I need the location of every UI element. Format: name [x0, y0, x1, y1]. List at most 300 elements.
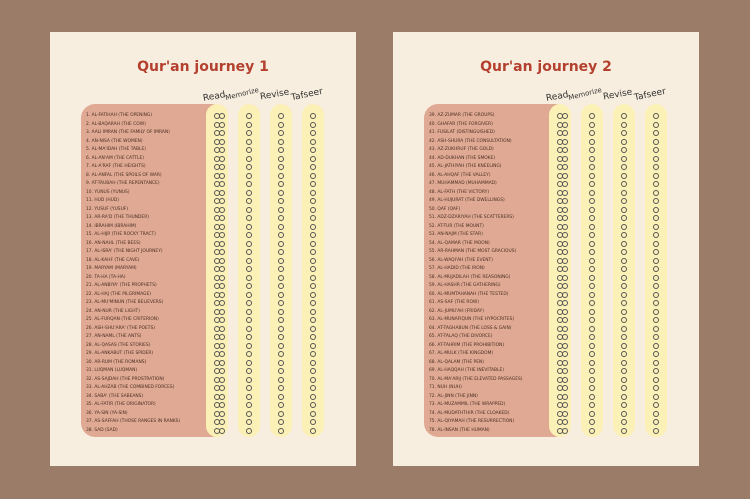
tafseer-checkbox[interactable] [653, 113, 659, 119]
tafseer-checkbox[interactable] [653, 249, 659, 255]
tafseer-checkbox[interactable] [310, 122, 316, 128]
read-checkbox[interactable] [557, 377, 563, 383]
memorize-checkbox[interactable] [589, 343, 595, 349]
read-checkbox[interactable] [214, 360, 220, 366]
memorize-checkbox[interactable] [246, 419, 252, 425]
tafseer-checkbox[interactable] [310, 402, 316, 408]
read-checkbox[interactable] [557, 394, 563, 400]
memorize-checkbox[interactable] [589, 275, 595, 281]
memorize-checkbox[interactable] [246, 343, 252, 349]
tafseer-checkbox[interactable] [310, 368, 316, 374]
memorize-checkbox[interactable] [246, 258, 252, 264]
read-checkbox[interactable] [557, 275, 563, 281]
revise-checkbox[interactable] [278, 181, 284, 187]
memorize-checkbox[interactable] [589, 130, 595, 136]
tafseer-checkbox[interactable] [653, 232, 659, 238]
memorize-checkbox[interactable] [589, 411, 595, 417]
read-checkbox[interactable] [557, 215, 563, 221]
memorize-checkbox[interactable] [246, 190, 252, 196]
revise-checkbox[interactable] [621, 283, 627, 289]
tafseer-checkbox[interactable] [310, 275, 316, 281]
memorize-checkbox[interactable] [589, 292, 595, 298]
read-checkbox[interactable] [214, 190, 220, 196]
read-checkbox[interactable] [557, 402, 563, 408]
revise-checkbox[interactable] [278, 173, 284, 179]
read-checkbox[interactable] [557, 283, 563, 289]
revise-checkbox[interactable] [621, 368, 627, 374]
memorize-checkbox[interactable] [246, 283, 252, 289]
tafseer-checkbox[interactable] [310, 300, 316, 306]
read-checkbox[interactable] [557, 130, 563, 136]
tafseer-checkbox[interactable] [310, 198, 316, 204]
read-checkbox[interactable] [557, 309, 563, 315]
tafseer-checkbox[interactable] [310, 419, 316, 425]
tafseer-checkbox[interactable] [310, 241, 316, 247]
tafseer-checkbox[interactable] [653, 173, 659, 179]
read-checkbox[interactable] [214, 113, 220, 119]
revise-checkbox[interactable] [621, 411, 627, 417]
read-checkbox[interactable] [214, 275, 220, 281]
tafseer-checkbox[interactable] [653, 300, 659, 306]
tafseer-checkbox[interactable] [310, 232, 316, 238]
revise-checkbox[interactable] [278, 351, 284, 357]
revise-checkbox[interactable] [278, 130, 284, 136]
memorize-checkbox[interactable] [589, 326, 595, 332]
tafseer-checkbox[interactable] [653, 241, 659, 247]
memorize-checkbox[interactable] [246, 139, 252, 145]
tafseer-checkbox[interactable] [653, 258, 659, 264]
memorize-checkbox[interactable] [246, 122, 252, 128]
read-checkbox[interactable] [214, 232, 220, 238]
memorize-checkbox[interactable] [246, 130, 252, 136]
memorize-checkbox[interactable] [246, 300, 252, 306]
memorize-checkbox[interactable] [589, 368, 595, 374]
revise-checkbox[interactable] [278, 190, 284, 196]
tafseer-checkbox[interactable] [653, 122, 659, 128]
tafseer-checkbox[interactable] [310, 334, 316, 340]
memorize-checkbox[interactable] [246, 309, 252, 315]
tafseer-checkbox[interactable] [310, 249, 316, 255]
memorize-checkbox[interactable] [246, 428, 252, 434]
read-checkbox[interactable] [557, 164, 563, 170]
revise-checkbox[interactable] [621, 190, 627, 196]
tafseer-checkbox[interactable] [653, 207, 659, 213]
read-checkbox[interactable] [214, 241, 220, 247]
memorize-checkbox[interactable] [246, 173, 252, 179]
revise-checkbox[interactable] [278, 241, 284, 247]
memorize-checkbox[interactable] [589, 122, 595, 128]
read-checkbox[interactable] [557, 292, 563, 298]
memorize-checkbox[interactable] [589, 360, 595, 366]
memorize-checkbox[interactable] [589, 385, 595, 391]
tafseer-checkbox[interactable] [653, 275, 659, 281]
revise-checkbox[interactable] [278, 411, 284, 417]
memorize-checkbox[interactable] [589, 377, 595, 383]
tafseer-checkbox[interactable] [310, 215, 316, 221]
tafseer-checkbox[interactable] [310, 181, 316, 187]
read-checkbox[interactable] [214, 147, 220, 153]
tafseer-checkbox[interactable] [653, 139, 659, 145]
revise-checkbox[interactable] [278, 249, 284, 255]
read-checkbox[interactable] [557, 334, 563, 340]
revise-checkbox[interactable] [278, 360, 284, 366]
memorize-checkbox[interactable] [246, 249, 252, 255]
revise-checkbox[interactable] [278, 292, 284, 298]
tafseer-checkbox[interactable] [653, 394, 659, 400]
revise-checkbox[interactable] [278, 164, 284, 170]
tafseer-checkbox[interactable] [653, 156, 659, 162]
memorize-checkbox[interactable] [246, 368, 252, 374]
memorize-checkbox[interactable] [589, 249, 595, 255]
memorize-checkbox[interactable] [246, 385, 252, 391]
revise-checkbox[interactable] [278, 300, 284, 306]
memorize-checkbox[interactable] [589, 232, 595, 238]
read-checkbox[interactable] [214, 292, 220, 298]
read-checkbox[interactable] [557, 139, 563, 145]
memorize-checkbox[interactable] [246, 266, 252, 272]
tafseer-checkbox[interactable] [653, 215, 659, 221]
read-checkbox[interactable] [557, 266, 563, 272]
revise-checkbox[interactable] [278, 207, 284, 213]
revise-checkbox[interactable] [278, 334, 284, 340]
revise-checkbox[interactable] [278, 283, 284, 289]
revise-checkbox[interactable] [621, 198, 627, 204]
revise-checkbox[interactable] [621, 241, 627, 247]
read-checkbox[interactable] [214, 173, 220, 179]
memorize-checkbox[interactable] [246, 351, 252, 357]
revise-checkbox[interactable] [621, 122, 627, 128]
revise-checkbox[interactable] [278, 147, 284, 153]
tafseer-checkbox[interactable] [310, 139, 316, 145]
read-checkbox[interactable] [557, 181, 563, 187]
tafseer-checkbox[interactable] [310, 266, 316, 272]
revise-checkbox[interactable] [621, 266, 627, 272]
revise-checkbox[interactable] [621, 224, 627, 230]
read-checkbox[interactable] [214, 156, 220, 162]
read-checkbox[interactable] [557, 411, 563, 417]
tafseer-checkbox[interactable] [653, 317, 659, 323]
tafseer-checkbox[interactable] [653, 164, 659, 170]
read-checkbox[interactable] [214, 130, 220, 136]
revise-checkbox[interactable] [621, 207, 627, 213]
tafseer-checkbox[interactable] [310, 385, 316, 391]
read-checkbox[interactable] [214, 258, 220, 264]
memorize-checkbox[interactable] [589, 394, 595, 400]
revise-checkbox[interactable] [621, 385, 627, 391]
tafseer-checkbox[interactable] [653, 309, 659, 315]
revise-checkbox[interactable] [621, 326, 627, 332]
read-checkbox[interactable] [214, 309, 220, 315]
revise-checkbox[interactable] [278, 428, 284, 434]
memorize-checkbox[interactable] [589, 241, 595, 247]
tafseer-checkbox[interactable] [310, 147, 316, 153]
revise-checkbox[interactable] [621, 377, 627, 383]
read-checkbox[interactable] [214, 139, 220, 145]
read-checkbox[interactable] [557, 198, 563, 204]
read-checkbox[interactable] [557, 173, 563, 179]
read-checkbox[interactable] [214, 207, 220, 213]
revise-checkbox[interactable] [278, 258, 284, 264]
revise-checkbox[interactable] [621, 173, 627, 179]
revise-checkbox[interactable] [621, 309, 627, 315]
revise-checkbox[interactable] [621, 317, 627, 323]
revise-checkbox[interactable] [278, 343, 284, 349]
tafseer-checkbox[interactable] [310, 258, 316, 264]
revise-checkbox[interactable] [278, 156, 284, 162]
read-checkbox[interactable] [557, 326, 563, 332]
revise-checkbox[interactable] [621, 351, 627, 357]
tafseer-checkbox[interactable] [310, 377, 316, 383]
memorize-checkbox[interactable] [589, 190, 595, 196]
tafseer-checkbox[interactable] [653, 377, 659, 383]
read-checkbox[interactable] [557, 224, 563, 230]
tafseer-checkbox[interactable] [653, 224, 659, 230]
memorize-checkbox[interactable] [246, 156, 252, 162]
tafseer-checkbox[interactable] [653, 334, 659, 340]
read-checkbox[interactable] [557, 351, 563, 357]
read-checkbox[interactable] [214, 351, 220, 357]
tafseer-checkbox[interactable] [653, 283, 659, 289]
read-checkbox[interactable] [557, 156, 563, 162]
read-checkbox[interactable] [557, 343, 563, 349]
memorize-checkbox[interactable] [589, 147, 595, 153]
revise-checkbox[interactable] [621, 249, 627, 255]
revise-checkbox[interactable] [621, 215, 627, 221]
tafseer-checkbox[interactable] [653, 130, 659, 136]
tafseer-checkbox[interactable] [310, 130, 316, 136]
tafseer-checkbox[interactable] [653, 326, 659, 332]
revise-checkbox[interactable] [621, 394, 627, 400]
memorize-checkbox[interactable] [246, 207, 252, 213]
revise-checkbox[interactable] [278, 385, 284, 391]
read-checkbox[interactable] [214, 377, 220, 383]
revise-checkbox[interactable] [278, 309, 284, 315]
memorize-checkbox[interactable] [246, 241, 252, 247]
revise-checkbox[interactable] [621, 343, 627, 349]
read-checkbox[interactable] [214, 334, 220, 340]
memorize-checkbox[interactable] [246, 377, 252, 383]
memorize-checkbox[interactable] [589, 173, 595, 179]
revise-checkbox[interactable] [621, 147, 627, 153]
tafseer-checkbox[interactable] [310, 224, 316, 230]
memorize-checkbox[interactable] [589, 215, 595, 221]
memorize-checkbox[interactable] [246, 394, 252, 400]
tafseer-checkbox[interactable] [310, 292, 316, 298]
read-checkbox[interactable] [214, 326, 220, 332]
read-checkbox[interactable] [557, 241, 563, 247]
read-checkbox[interactable] [557, 385, 563, 391]
read-checkbox[interactable] [214, 343, 220, 349]
revise-checkbox[interactable] [621, 292, 627, 298]
memorize-checkbox[interactable] [589, 402, 595, 408]
tafseer-checkbox[interactable] [653, 181, 659, 187]
memorize-checkbox[interactable] [246, 215, 252, 221]
memorize-checkbox[interactable] [589, 198, 595, 204]
read-checkbox[interactable] [557, 300, 563, 306]
memorize-checkbox[interactable] [589, 351, 595, 357]
tafseer-checkbox[interactable] [653, 266, 659, 272]
revise-checkbox[interactable] [621, 156, 627, 162]
read-checkbox[interactable] [214, 419, 220, 425]
tafseer-checkbox[interactable] [310, 173, 316, 179]
read-checkbox[interactable] [557, 122, 563, 128]
tafseer-checkbox[interactable] [310, 283, 316, 289]
read-checkbox[interactable] [557, 249, 563, 255]
revise-checkbox[interactable] [621, 232, 627, 238]
revise-checkbox[interactable] [621, 334, 627, 340]
tafseer-checkbox[interactable] [653, 190, 659, 196]
read-checkbox[interactable] [214, 198, 220, 204]
revise-checkbox[interactable] [278, 198, 284, 204]
tafseer-checkbox[interactable] [310, 411, 316, 417]
tafseer-checkbox[interactable] [653, 292, 659, 298]
memorize-checkbox[interactable] [246, 147, 252, 153]
read-checkbox[interactable] [214, 266, 220, 272]
memorize-checkbox[interactable] [589, 317, 595, 323]
read-checkbox[interactable] [214, 164, 220, 170]
memorize-checkbox[interactable] [246, 326, 252, 332]
revise-checkbox[interactable] [621, 419, 627, 425]
tafseer-checkbox[interactable] [310, 343, 316, 349]
memorize-checkbox[interactable] [589, 334, 595, 340]
memorize-checkbox[interactable] [246, 334, 252, 340]
tafseer-checkbox[interactable] [310, 360, 316, 366]
read-checkbox[interactable] [557, 147, 563, 153]
tafseer-checkbox[interactable] [310, 394, 316, 400]
tafseer-checkbox[interactable] [310, 164, 316, 170]
read-checkbox[interactable] [214, 224, 220, 230]
revise-checkbox[interactable] [278, 419, 284, 425]
revise-checkbox[interactable] [278, 113, 284, 119]
revise-checkbox[interactable] [621, 139, 627, 145]
read-checkbox[interactable] [214, 368, 220, 374]
read-checkbox[interactable] [214, 249, 220, 255]
tafseer-checkbox[interactable] [310, 309, 316, 315]
revise-checkbox[interactable] [621, 130, 627, 136]
revise-checkbox[interactable] [278, 224, 284, 230]
tafseer-checkbox[interactable] [653, 402, 659, 408]
read-checkbox[interactable] [557, 428, 563, 434]
tafseer-checkbox[interactable] [310, 207, 316, 213]
read-checkbox[interactable] [214, 122, 220, 128]
read-checkbox[interactable] [214, 428, 220, 434]
memorize-checkbox[interactable] [246, 275, 252, 281]
tafseer-checkbox[interactable] [653, 343, 659, 349]
revise-checkbox[interactable] [278, 377, 284, 383]
tafseer-checkbox[interactable] [653, 428, 659, 434]
memorize-checkbox[interactable] [246, 360, 252, 366]
read-checkbox[interactable] [214, 283, 220, 289]
memorize-checkbox[interactable] [589, 419, 595, 425]
memorize-checkbox[interactable] [589, 139, 595, 145]
revise-checkbox[interactable] [621, 275, 627, 281]
tafseer-checkbox[interactable] [653, 411, 659, 417]
tafseer-checkbox[interactable] [310, 156, 316, 162]
memorize-checkbox[interactable] [589, 428, 595, 434]
memorize-checkbox[interactable] [246, 224, 252, 230]
memorize-checkbox[interactable] [589, 224, 595, 230]
revise-checkbox[interactable] [278, 275, 284, 281]
read-checkbox[interactable] [214, 402, 220, 408]
memorize-checkbox[interactable] [589, 266, 595, 272]
read-checkbox[interactable] [214, 181, 220, 187]
read-checkbox[interactable] [214, 215, 220, 221]
revise-checkbox[interactable] [621, 360, 627, 366]
revise-checkbox[interactable] [278, 368, 284, 374]
tafseer-checkbox[interactable] [653, 419, 659, 425]
revise-checkbox[interactable] [278, 326, 284, 332]
tafseer-checkbox[interactable] [310, 428, 316, 434]
revise-checkbox[interactable] [621, 300, 627, 306]
tafseer-checkbox[interactable] [653, 351, 659, 357]
read-checkbox[interactable] [557, 232, 563, 238]
tafseer-checkbox[interactable] [310, 317, 316, 323]
memorize-checkbox[interactable] [589, 164, 595, 170]
revise-checkbox[interactable] [278, 394, 284, 400]
tafseer-checkbox[interactable] [310, 190, 316, 196]
tafseer-checkbox[interactable] [310, 351, 316, 357]
revise-checkbox[interactable] [621, 181, 627, 187]
memorize-checkbox[interactable] [246, 402, 252, 408]
memorize-checkbox[interactable] [589, 207, 595, 213]
memorize-checkbox[interactable] [246, 198, 252, 204]
memorize-checkbox[interactable] [246, 292, 252, 298]
read-checkbox[interactable] [214, 317, 220, 323]
tafseer-checkbox[interactable] [310, 113, 316, 119]
revise-checkbox[interactable] [621, 428, 627, 434]
read-checkbox[interactable] [557, 368, 563, 374]
memorize-checkbox[interactable] [589, 258, 595, 264]
revise-checkbox[interactable] [621, 402, 627, 408]
memorize-checkbox[interactable] [246, 317, 252, 323]
tafseer-checkbox[interactable] [653, 368, 659, 374]
tafseer-checkbox[interactable] [310, 326, 316, 332]
read-checkbox[interactable] [214, 385, 220, 391]
memorize-checkbox[interactable] [589, 181, 595, 187]
memorize-checkbox[interactable] [246, 411, 252, 417]
memorize-checkbox[interactable] [589, 309, 595, 315]
revise-checkbox[interactable] [278, 402, 284, 408]
memorize-checkbox[interactable] [589, 300, 595, 306]
tafseer-checkbox[interactable] [653, 198, 659, 204]
read-checkbox[interactable] [557, 258, 563, 264]
revise-checkbox[interactable] [278, 139, 284, 145]
memorize-checkbox[interactable] [246, 181, 252, 187]
read-checkbox[interactable] [557, 360, 563, 366]
revise-checkbox[interactable] [278, 122, 284, 128]
revise-checkbox[interactable] [278, 215, 284, 221]
revise-checkbox[interactable] [621, 164, 627, 170]
tafseer-checkbox[interactable] [653, 385, 659, 391]
read-checkbox[interactable] [557, 113, 563, 119]
read-checkbox[interactable] [557, 317, 563, 323]
tafseer-checkbox[interactable] [653, 147, 659, 153]
revise-checkbox[interactable] [278, 232, 284, 238]
read-checkbox[interactable] [214, 394, 220, 400]
read-checkbox[interactable] [214, 300, 220, 306]
memorize-checkbox[interactable] [589, 156, 595, 162]
tafseer-checkbox[interactable] [653, 360, 659, 366]
revise-checkbox[interactable] [278, 317, 284, 323]
memorize-checkbox[interactable] [589, 283, 595, 289]
revise-checkbox[interactable] [621, 113, 627, 119]
memorize-checkbox[interactable] [246, 164, 252, 170]
read-checkbox[interactable] [557, 419, 563, 425]
read-checkbox[interactable] [557, 190, 563, 196]
memorize-checkbox[interactable] [246, 113, 252, 119]
read-checkbox[interactable] [557, 207, 563, 213]
read-checkbox[interactable] [214, 411, 220, 417]
